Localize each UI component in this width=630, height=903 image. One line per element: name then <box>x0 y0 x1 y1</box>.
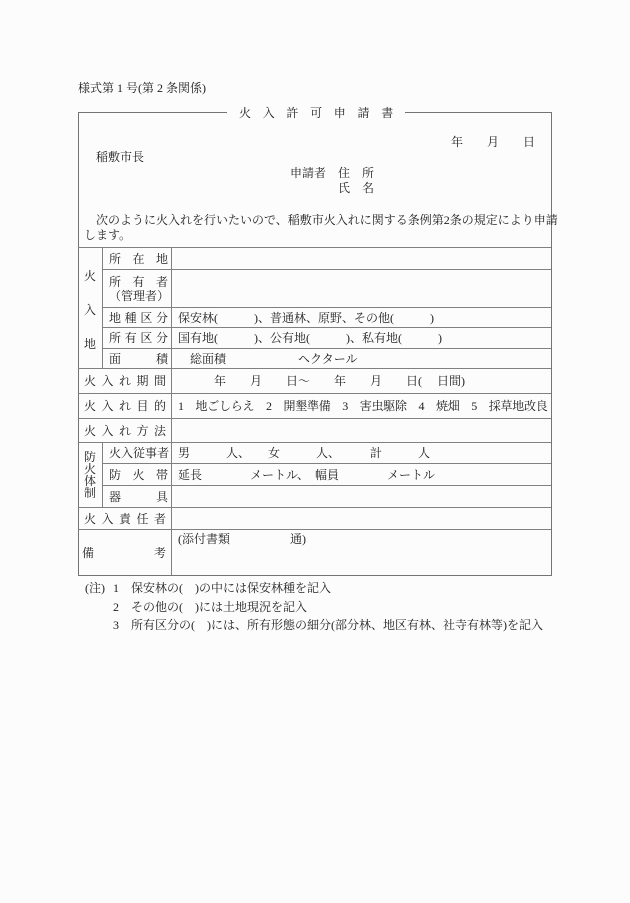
period-value-cell <box>171 368 551 393</box>
label-char: 期 <box>136 374 149 388</box>
period-value: 年 月 日～ 年 月 日( 日間) <box>178 374 465 388</box>
label-char: 火 <box>84 511 97 526</box>
label-char: 管 <box>121 288 134 303</box>
label-char: 分 <box>155 331 168 345</box>
label-char: 積 <box>155 351 168 366</box>
label-char: 区 <box>140 310 153 325</box>
applicant-label: 申請者 <box>290 166 327 180</box>
date-day-label: 日 <box>523 135 536 149</box>
ownership-type-label-cell <box>102 327 171 348</box>
label-char: 責 <box>118 511 131 526</box>
form-title: 火入許可申請書 <box>227 106 405 120</box>
equipment-value-cell <box>171 485 551 507</box>
form-number: 様式第 1 号(第 2 条関係) <box>78 81 206 95</box>
land-type-label <box>109 311 168 325</box>
land-type-value-cell <box>171 307 551 327</box>
label-char: 火 <box>109 446 122 460</box>
method-value-cell <box>171 418 551 442</box>
label-char: 有 <box>124 331 137 345</box>
label-char: 者 <box>155 274 168 289</box>
owner-label-cell <box>102 269 171 307</box>
label-char: 帯 <box>155 467 168 482</box>
label-char: 考 <box>153 545 166 560</box>
purpose-value-cell <box>171 393 551 418</box>
location-label-cell <box>102 247 171 269</box>
label-char: 者 <box>157 446 170 460</box>
label-char: 従 <box>133 446 146 460</box>
ownership-type-value: 国有地( )、公有地( )、私有地( ) <box>178 331 442 345</box>
land-type-label-cell <box>102 307 171 327</box>
label-char: 入 <box>121 446 134 460</box>
label-char: 防 <box>83 450 96 464</box>
remarks-value-cell <box>171 529 551 575</box>
label-char: 体 <box>83 474 96 488</box>
label-char: 火 <box>84 374 97 388</box>
label-char: 区 <box>140 331 153 345</box>
note-number: 2 <box>113 600 119 614</box>
firebreak-label <box>109 468 168 482</box>
body-text-line-2: します。 <box>84 228 132 242</box>
label-char: 地 <box>109 310 122 325</box>
responsible-person-label-cell <box>78 507 171 529</box>
location-value-cell <box>171 247 551 269</box>
label-char: 所 <box>109 251 122 266</box>
notes-heading: (注) <box>85 581 105 595</box>
firebreak-label-cell <box>102 463 171 485</box>
purpose-label <box>84 399 166 413</box>
fire-land-group-label <box>84 248 96 368</box>
area-label <box>109 352 168 366</box>
label-char: 者 <box>145 288 158 303</box>
applicant-name-label: 氏 名 <box>338 181 375 195</box>
workers-value: 男 人、 女 人、 計 人 <box>178 446 431 460</box>
body-text-line-1: 次のように火入れを行いたいので、稲敷市火入れに関する条例第2条の規定により申請 <box>84 213 558 227</box>
note-text: その他の( )には土地現況を記入 <box>131 600 307 614</box>
label-char: れ <box>118 374 131 388</box>
responsible-person-label <box>84 512 166 526</box>
label-char: 事 <box>145 446 158 460</box>
period-label-cell <box>78 368 171 393</box>
label-char: 火 <box>83 269 96 283</box>
label-char: 任 <box>136 511 149 526</box>
label-char: 分 <box>155 310 168 325</box>
label-char: 具 <box>155 489 168 504</box>
label-char: 火 <box>132 467 145 482</box>
note-text: 所有区分の( )には、所有形態の細分(部分林、地区有林、社寺有林等)を記入 <box>131 618 543 632</box>
firebreak-value: 延長 メートル、 幅員 メートル <box>178 467 436 482</box>
workers-value-cell <box>171 442 551 463</box>
area-value: 総面積 ヘクタール <box>178 351 358 366</box>
label-char: 地 <box>155 251 168 266</box>
addressee: 稲敷市長 <box>96 150 145 164</box>
applicant-address-label: 住 所 <box>338 166 375 180</box>
label-char: 間 <box>153 374 166 388</box>
workers-label <box>109 446 168 460</box>
label-char: 器 <box>109 489 122 504</box>
label-char: 火 <box>84 399 97 413</box>
note-number: 3 <box>113 618 119 632</box>
remarks-label <box>82 546 166 560</box>
label-char: 法 <box>153 423 166 438</box>
fire-prevention-group-cell <box>78 442 102 507</box>
label-char: 入 <box>101 399 114 413</box>
area-label-cell <box>102 348 171 368</box>
responsible-person-value-cell <box>171 507 551 529</box>
label-char: 方 <box>136 423 149 438</box>
label-char: ） <box>157 288 170 303</box>
method-label <box>84 424 166 438</box>
label-char: 地 <box>83 337 96 351</box>
fire-land-group-cell <box>78 247 102 368</box>
label-char: 入 <box>101 511 114 526</box>
label-char: れ <box>118 423 131 438</box>
label-char: 備 <box>82 545 95 560</box>
label-char: 入 <box>83 303 96 317</box>
owner-sub-label <box>109 289 168 303</box>
equipment-label-cell <box>102 485 171 507</box>
note-text: 保安林の( )の中には保安林種を記入 <box>131 581 331 595</box>
method-label-cell <box>78 418 171 442</box>
period-label <box>84 374 166 388</box>
note-number: 1 <box>113 581 119 595</box>
workers-label-cell <box>102 442 171 463</box>
label-char: 所 <box>109 331 122 345</box>
purpose-label-cell <box>78 393 171 418</box>
label-char: 有 <box>132 274 145 289</box>
purpose-value: 1 地ごしらえ 2 開墾準備 3 害虫駆除 4 焼畑 5 採草地改良 <box>178 399 548 413</box>
label-char: 的 <box>153 399 166 413</box>
owner-label <box>109 275 168 289</box>
land-type-value: 保安林( )、普通林、原野、その他( ) <box>178 310 434 325</box>
owner-value-cell <box>171 269 551 307</box>
label-char: 防 <box>109 467 122 482</box>
label-char: 目 <box>136 399 149 413</box>
label-char: 所 <box>109 274 122 289</box>
label-char: 火 <box>84 423 97 438</box>
label-char: 火 <box>83 462 96 476</box>
date-month-label: 月 <box>487 135 500 149</box>
ownership-type-label <box>109 331 168 345</box>
remarks-value: (添付書類 通) <box>178 532 306 546</box>
firebreak-value-cell <box>171 463 551 485</box>
label-char: 理 <box>133 288 146 303</box>
ownership-type-value-cell <box>171 327 551 348</box>
area-value-cell <box>171 348 551 368</box>
label-char: （ <box>109 288 122 303</box>
label-char: 在 <box>132 251 145 266</box>
label-char: 面 <box>109 351 122 366</box>
equipment-label <box>109 490 168 504</box>
label-char: 制 <box>83 486 96 500</box>
label-char: 種 <box>124 310 137 325</box>
fire-prevention-group-label <box>84 443 96 507</box>
label-char: 入 <box>101 423 114 438</box>
date-year-label: 年 <box>451 135 464 149</box>
label-char: 者 <box>153 511 166 526</box>
label-char: れ <box>118 399 131 413</box>
label-char: 入 <box>101 374 114 388</box>
location-label <box>109 252 168 266</box>
remarks-label-cell <box>78 529 171 575</box>
